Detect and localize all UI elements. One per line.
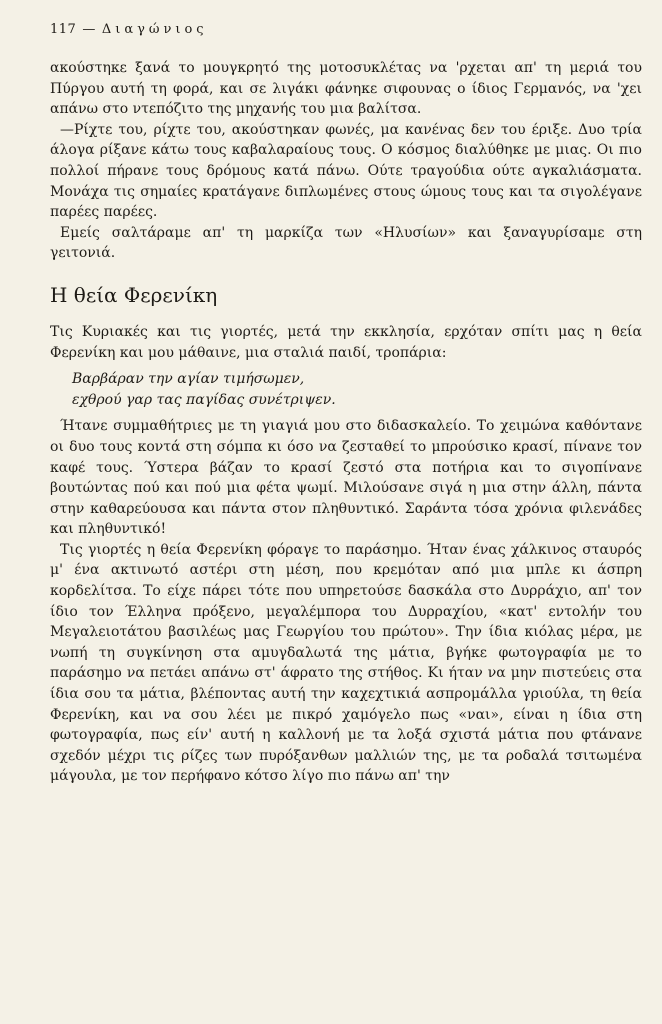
book-page bbox=[50, 0, 642, 1024]
paragraph: Εμείς σαλτάραμε απ' τη μαρκίζα των «Ηλυσίων» και ξαναγυρίσαμε στη γειτονιά. bbox=[50, 224, 642, 262]
verse-line: Βαρβάραν την αγίαν τιμήσωμεν, bbox=[72, 371, 305, 388]
page-number: 117 bbox=[50, 22, 77, 37]
verse-line: εχθρού γαρ τας παγίδας συνέτριψεν. bbox=[72, 391, 336, 408]
paragraph: Ήτανε συμμαθήτριες με τη γιαγιά μου στο διδασκαλείο. Το χειμώνα καθόντανε οι δυο τους κοντά στη σόμπα κι όσο να ζεσταθεί το μπρούσικο κρασί, πίνανε τον καφέ τους. Ύστερα βάζαν το κρασί ζεστό στα ποτήρια και το σιγοπίνανε βουτώντας πού και πού μια φέτα ψωμί. Μιλούσανε σιγά η μια στην άλλη, πάντα στην καθαρεύουσα και πάντα στον πληθυντικό. Σαράντα τόσα χρόνια φιλενάδες και πληθυντικό! bbox=[50, 418, 642, 538]
paragraph: Τις γιορτές η θεία Φερενίκη φόραγε το παράσημο. Ήταν ένας χάλκινος σταυρός μ' ένα ακτινωτό αστέρι στη μέση, που κρεμόταν από μια μπλε κι άσπρη κορδελίτσα. Το είχε πάρει τότε που υπηρετούσε δασκάλα στο Δυρράχιο, απ' τον ίδιο τον Έλληνα πρόξενο, μεγαλέμπορα του Δυρραχίου, «κατ' εντολήν του Μεγαλειοτάτου βασιλέως μας Γεωργίου του πρώτου». Την ίδια κιόλας μέρα, με νωπή τη συγκίνηση στα αμυγδαλωτά της μάτια, βγήκε φωτογραφία με το παράσημο να πετάει απάνω στ' άφρατο της στήθος. Κι ήταν να μην πιστεύεις στα ίδια σου τα μάτια, βλέποντας αυτή την καχεχτικιά ασπρομάλλα γριούλα, τη θεία Φερενίκη, και να σου λέει με πικρό χαμόγελο πως «ναι», είναι η ίδια στη φωτογραφία, πως είν' αυτή η καλλονή με τα λοξά σχιστά μάτια που φτάνανε σχεδόν μέχρι τις ρίζες των πυρόξανθων μαλλιών της, με τα ροδαλά τσιτωμένα μάγουλα, με τον περήφανο κότσο λίγο πιο πάνω απ' την bbox=[50, 541, 642, 785]
paragraph: ακούστηκε ξανά το μουγκρητό της μοτοσυκλέτας να 'ρχεται απ' τη μεριά του Πύργου αυτή τη φορά, και σε λιγάκι φάνηκε σιφουνας ο ίδιος Γερμανός, να 'χει απάνω στο ντεπόζιτο της μηχανής του μια βαλίτσα. bbox=[50, 60, 642, 118]
header-separator: — bbox=[82, 22, 96, 37]
running-header bbox=[50, 22, 208, 37]
running-title: Διαγώνιος bbox=[101, 22, 208, 37]
page-body bbox=[50, 58, 642, 787]
paragraph: —Ρίχτε του, ρίχτε του, ακούστηκαν φωνές, μα κανένας δεν του έριξε. Δυο τρία άλογα ρίξανε κάτω τους καβαλαραίους τους. Ο κόσμος διαλύθηκε με μιας. Οι πιο πολλοί πήρανε τους δρόμους κατά πάνω. Ούτε τραγούδια ούτε αγκαλιάσματα. Μονάχα τις σημαίες κρατάγανε διπλωμένες στους ώμους τους και τα σιγολέγανε παρέες παρέες. bbox=[50, 121, 642, 221]
section-title: Η θεία Φερενίκη bbox=[50, 282, 218, 307]
paragraph: Τις Κυριακές και τις γιορτές, μετά την εκκλησία, ερχόταν σπίτι μας η θεία Φερενίκη και μου μάθαινε, μια σταλιά παιδί, τροπάρια: bbox=[50, 323, 642, 361]
verse-quote bbox=[72, 369, 642, 410]
